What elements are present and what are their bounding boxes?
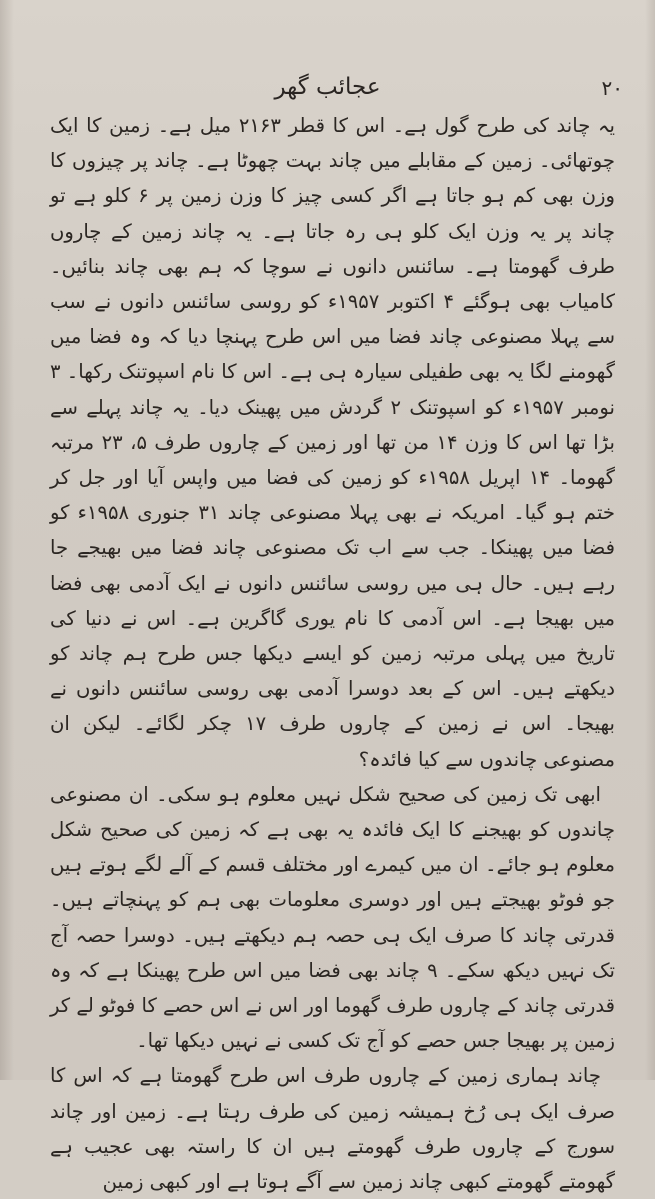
paragraph: ابھی تک زمین کی صحیح شکل نہیں معلوم ہو سکی۔ ان مصنوعی چاندوں کو بھیجنے کا ایک فائدہ یہ بھی ہے کہ زمین کی صحیح شکل معلوم ہو جائے۔ ان میں کیمرے اور مختلف قسم کے آلے لگے ہوتے ہیں جو فوٹو بھیجتے ہیں اور دوسری معلومات بھی ہم کو پہنچاتے ہیں۔ قدرتی چاند کا صرف ایک ہی حصہ ہم دیکھتے ہیں۔ دوسرا حصہ آج تک نہیں دیکھ سکے۔ ۹ چاند بھی فضا میں اس طرح پھینکا ہے کہ وہ قدرتی چاند کے چاروں طرف گھوما اور اس نے اس حصے کا فوٹو لے کر زمین پر بھیجا جس حصے کو آج تک کسی نے نہیں دیکھا تھا۔ bbox=[50, 782, 615, 1053]
paragraph: چاند ہماری زمین کے چاروں طرف اس طرح گھومتا ہے کہ اس کا صرف ایک ہی رُخ ہمیشہ زمین کی طرف رہتا ہے۔ زمین اور چاند سورج کے چاروں طرف گھومتے ہیں ان کا راستہ بھی عجیب ہے گھومتے گھومتے کبھی چاند زمین سے آگے ہوتا ہے اور کبھی زمین bbox=[50, 1064, 615, 1194]
spine-shadow bbox=[0, 0, 14, 1080]
body-text bbox=[50, 108, 615, 1199]
running-title: عجائب گھر bbox=[274, 74, 381, 100]
page-number: ۲۰ bbox=[601, 76, 623, 100]
paragraph: یہ چاند کی طرح گول ہے۔ اس کا قطر ۲۱۶۳ میل ہے۔ زمین کا ایک چوتھائی۔ زمین کے مقابلے میں چاند بہت چھوٹا ہے۔ چاند پر چیزوں کا وزن بھی کم ہو جاتا ہے اگر کسی چیز کا وزن زمین پر ۶ کلو ہے تو چاند پر یہ وزن ایک کلو ہی رہ جاتا ہے۔ یہ چاند زمین کے چاروں طرف گھومتا ہے۔ سائنس دانوں نے سوچا کہ ہم بھی چاند بنائیں۔ کامیاب بھی ہوگئے ۴ اکتوبر ۱۹۵۷ء کو روسی سائنس دانوں نے سب سے پہلا مصنوعی چاند فضا میں اس طرح پہنچا دیا کہ وہ فضا میں گھومنے لگا یہ بھی طفیلی سیارہ ہی ہے۔ اس کا نام اسپوتنک رکھا۔ ۳ نومبر ۱۹۵۷ء کو اسپوتنک ۲ گردش میں پھینک دیا۔ یہ چاند پہلے سے بڑا تھا اس کا وزن ۱۴ من تھا اور زمین کے چاروں طرف ۵، ۲۳ مرتبہ گھوما۔ ۱۴ اپریل ۱۹۵۸ء کو زمین کی فضا میں واپس آیا اور جل کر ختم ہو گیا۔ امریکہ نے بھی پہلا مصنوعی چاند ۳۱ جنوری ۱۹۵۸ء کو فضا میں پھینکا۔ جب سے اب تک مصنوعی چاند فضا میں بھیجے جا رہے ہیں۔ حال ہی میں روسی سائنس دانوں نے ایک آدمی بھی فضا میں بھیجا ہے۔ اس آدمی کا نام یوری گاگرین ہے۔ اس نے دنیا کی تاریخ میں پہلی مرتبہ زمین کو ایسے دیکھا جس طرح ہم چاند کو دیکھتے ہیں۔ اس کے بعد دوسرا آدمی بھی روسی سائنس دانوں نے بھیجا۔ اس نے زمین کے چاروں طرف ۱۷ چکر لگائے۔ لیکن ان مصنوعی چاندوں سے کیا فائدہ؟ bbox=[50, 114, 615, 771]
page-edge-shadow bbox=[645, 0, 655, 1080]
